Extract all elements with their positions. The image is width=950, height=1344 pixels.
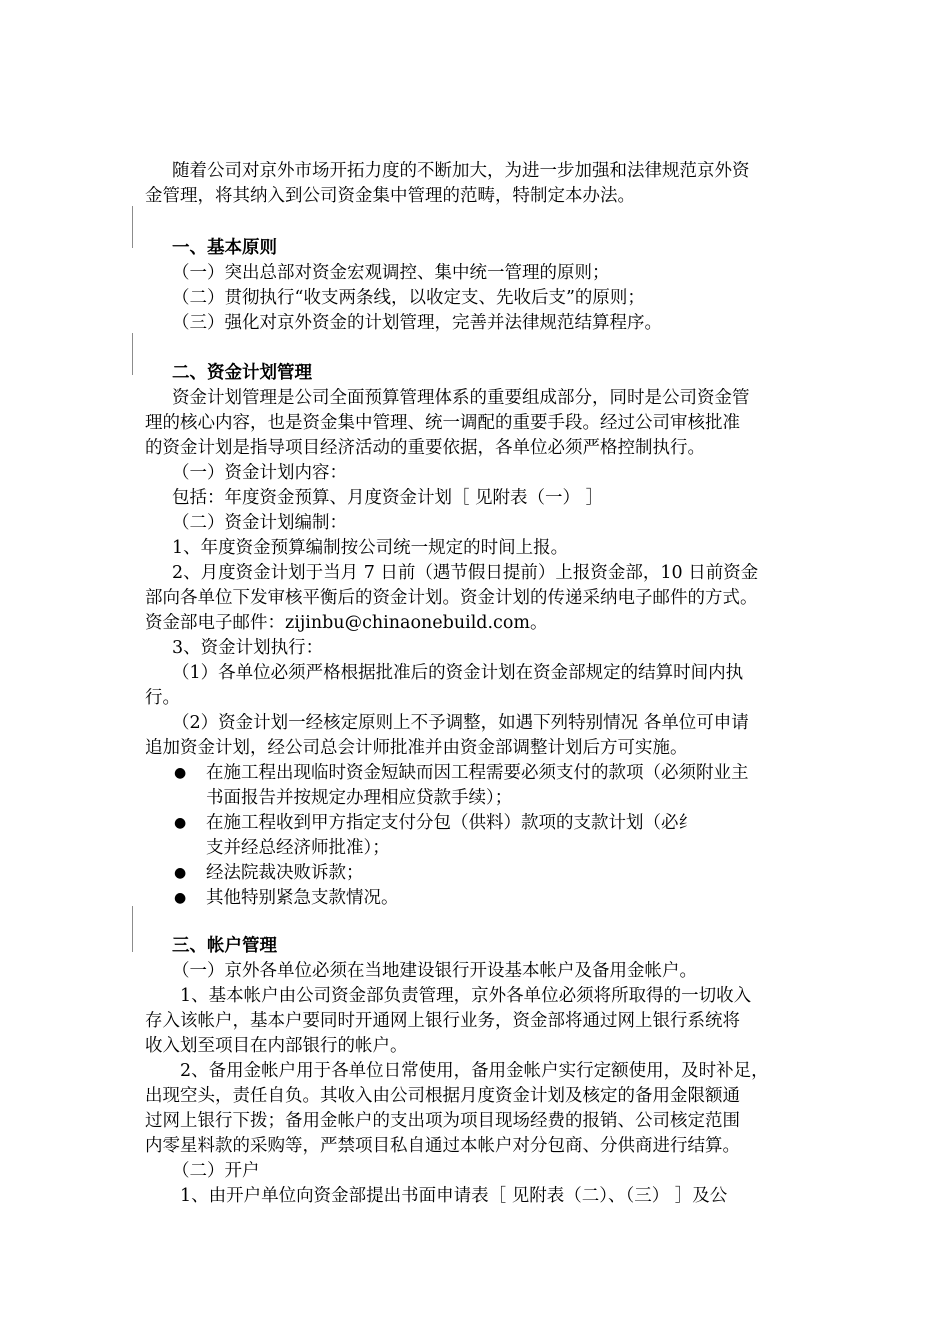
paragraph-line: 资金部电子邮件：zijinbu@chinaonebuild.com。 xyxy=(145,613,548,633)
section-heading: 三、帐户管理 xyxy=(172,936,277,956)
bullet-item: 支并经总经济师批准）； xyxy=(206,838,390,858)
section-heading: 二、资金计划管理 xyxy=(172,363,312,383)
paragraph-line: 2、月度资金计划于当月 7 日前（遇节假日提前）上报资金部，10 日前资金 xyxy=(172,563,759,583)
subsection-title: 3、资金计划执行： xyxy=(172,638,324,658)
bullet-icon: ● xyxy=(174,765,187,781)
bullet-item: 书面报告并按规定办理相应贷款手续）； xyxy=(206,788,513,808)
margin-mark xyxy=(132,333,133,375)
subsection-title: （二）资金计划编制： xyxy=(172,513,347,533)
margin-mark xyxy=(132,906,133,952)
paragraph-line: 2、备用金帐户用于各单位日常使用，备用金帐户实行定额使用，及时补足， xyxy=(180,1061,769,1081)
bullet-icon: ● xyxy=(174,890,187,906)
principle-item: （二）贯彻执行“收支两条线，以收定支、先收后支”的原则； xyxy=(172,288,645,308)
paragraph-line: 部向各单位下发审核平衡后的资金计划。资金计划的传递采纳电子邮件的方式。 xyxy=(145,588,758,608)
margin-mark xyxy=(132,206,133,248)
paragraph-line: 理的核心内容，也是资金集中管理、统一调配的重要手段。经过公司审核批准 xyxy=(145,413,740,433)
bullet-icon: ● xyxy=(174,815,187,831)
paragraph-line: 过网上银行下拨；备用金帐户的支出项为项目现场经费的报销、公司核定范围 xyxy=(145,1111,740,1131)
bullet-item: 其他特别紧急支款情况。 xyxy=(206,888,399,908)
bullet-item: 经法院裁决败诉款； xyxy=(206,863,364,883)
bullet-item: 在施工程收到甲方指定支付分包（供料）款项的支款计划（必纟 xyxy=(206,813,696,833)
subsection-title: （一）资金计划内容： xyxy=(172,463,347,483)
paragraph-line: （1）各单位必须严格根据批准后的资金计划在资金部规定的结算时间内执 xyxy=(172,663,744,683)
paragraph-line: 内零星料款的采购等，严禁项目私自通过本帐户对分包商、分供商进行结算。 xyxy=(145,1136,740,1156)
bullet-icon: ● xyxy=(174,865,187,881)
paragraph-line: 1、基本帐户由公司资金部负责管理，京外各单位必须将所取得的一切收入 xyxy=(180,986,752,1006)
paragraph-line: 出现空头，责任自负。其收入由公司根据月度资金计划及核定的备用金限额通 xyxy=(145,1086,740,1106)
paragraph-line: 行。 xyxy=(145,688,180,708)
paragraph-line: 收入划至项目在内部银行的帐户。 xyxy=(145,1036,408,1056)
paragraph-line: 资金计划管理是公司全面预算管理体系的重要组成部分，同时是公司资金管 xyxy=(172,388,750,408)
paragraph-line: 追加资金计划，经公司总会计师批准并由资金部调整计划后方可实施。 xyxy=(145,738,688,758)
principle-item: （三）强化对京外资金的计划管理，完善并法律规范结算程序。 xyxy=(172,313,662,333)
intro-line: 金管理，将其纳入到公司资金集中管理的范畴，特制定本办法。 xyxy=(145,186,635,206)
principle-item: （一）突出总部对资金宏观调控、集中统一管理的原则； xyxy=(172,263,610,283)
paragraph-line: 1、由开户单位向资金部提出书面申请表［ 见附表（二）、（三） ］及公 xyxy=(180,1186,728,1206)
paragraph-line: 的资金计划是指导项目经济活动的重要依据，各单位必须严格控制执行。 xyxy=(145,438,705,458)
intro-line: 随着公司对京外市场开拓力度的不断加大，为进一步加强和法律规范京外资 xyxy=(172,161,750,181)
section-heading: 一、基本原则 xyxy=(172,238,277,258)
paragraph-line: 包括：年度资金预算、月度资金计划［ 见附表（一） ］ xyxy=(172,488,604,508)
subsection-title: （一）京外各单位必须在当地建设银行开设基本帐户及备用金帐户。 xyxy=(172,961,697,981)
paragraph-line: （2）资金计划一经核定原则上不予调整，如遇下列特别情况 各单位可申请 xyxy=(172,713,749,733)
paragraph-line: 存入该帐户，基本户要同时开通网上银行业务，资金部将通过网上银行系统将 xyxy=(145,1011,740,1031)
bullet-item: 在施工程出现临时资金短缺而因工程需要必须支付的款项（必须附业主 xyxy=(206,763,749,783)
subsection-title: （二）开户 xyxy=(172,1161,260,1181)
paragraph-line: 1、年度资金预算编制按公司统一规定的时间上报。 xyxy=(172,538,569,558)
